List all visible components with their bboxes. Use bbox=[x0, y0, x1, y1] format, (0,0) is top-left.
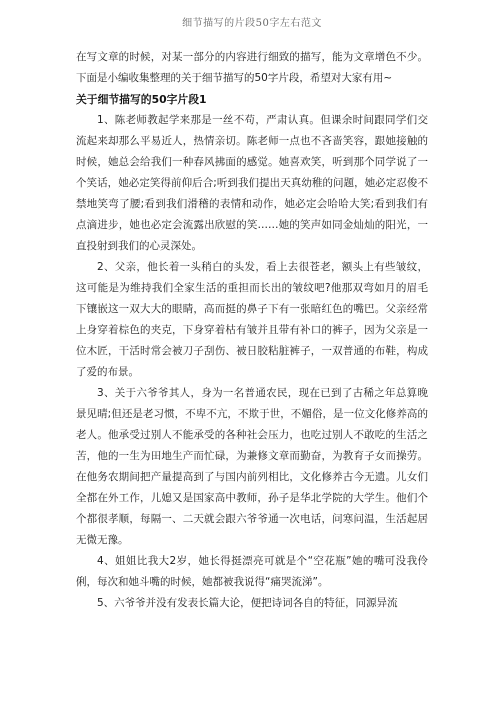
body-paragraph-5: 5、六爷爷并没有发表长篇大论，便把诗词各自的特征，同源异流 bbox=[97, 597, 398, 609]
body-paragraph-1: 1、陈老师教起学来那是一丝不苟，严肃认真。但课余时间跟同学们交流起来却那么平易近人，热情亲切。陈老师一点也不吝啬笑容，跟她接触的时候，她总会给我们一种春风拂面的感觉。她喜欢笑，听到那个同学说了一个笑话，她必定笑得前仰后合;听到我们提出天真幼稚的问题，她必定忍俊不禁地笑弯了腰;看到我们滑稽的表情和动作，她必定会哈哈大笑;看到我们有点滴进步，她也必定会流露出欣慰的笑……她的笑声如同金灿灿的阳光，一直投射到我们的心灵深处。 bbox=[76, 114, 428, 252]
document-title: 细节描写的片段50字左右范文 bbox=[182, 18, 322, 29]
body-paragraph-3: 3、关于六爷爷其人，身为一名普通农民，现在已到了古稀之年总算晚景见晴;但还是老习惯，不卑不亢，不欺于世，不媚俗，是一位文化修养高的老人。他承受过别人不能承受的各种社会压力，也吃过别人不敢吃的生活之苦，他的一生为田地生产而忙碌，为兼修文章而勤奋，为教育子女而操劳。在他务农期间把产量提高到了与国内前列相比，文化修养古今无遗。儿女们全都在外工作，儿媳又是国家高中教师，孙子是华北学院的大学生。他们个个都很孝顺，每隔一、二天就会跟六爷爷通一次电话，问寒问温，生活起居无微无豫。 bbox=[76, 387, 428, 546]
body-paragraph-2: 2、父亲，他长着一头稍白的头发，看上去很苍老，额头上有些皱纹，这可能是为维持我们全家生活的重担而长出的皱纹吧?他那双弯如月的眉毛下镶嵌这一双大大的眼睛，高而挺的鼻子下有一张暗红色的嘴巴。父亲经常上身穿着棕色的夹克，下身穿着枯有皱并且带有补口的裤子，因为父亲是一位木匠，干活时常会被刀子刮伤、被日胶粘脏裤子，一双普通的布鞋，构成了爱的布景。 bbox=[76, 261, 428, 378]
intro-paragraph: 在写文章的时候，对某一部分的内容进行细致的描写，能为文章增色不少。下面是小编收集整理的关于细节描写的50字片段，希望对大家有用~ bbox=[76, 51, 428, 84]
section-heading: 关于细节描写的50字片段1 bbox=[76, 93, 207, 106]
body-paragraph-4: 4、姐姐比我大2岁，她长得挺漂亮可就是个“空花瓶”她的嘴可没我伶俐，每次和她斗嘴的时候，她都被我说得“痛哭流涕”。 bbox=[76, 555, 428, 588]
